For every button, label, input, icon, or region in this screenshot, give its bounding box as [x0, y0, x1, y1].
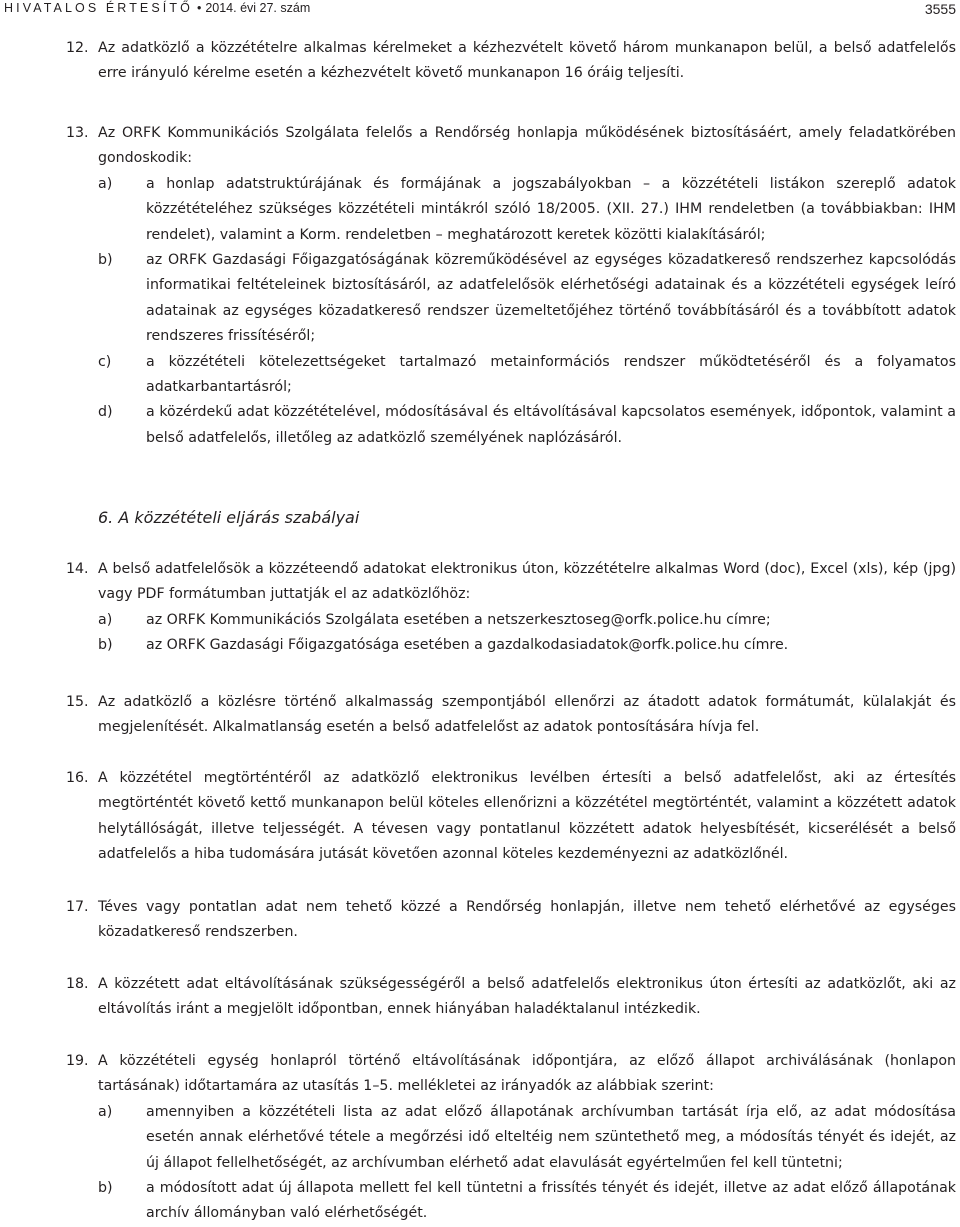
item-letter: b): [98, 1180, 113, 1197]
paragraph-text: Az ORFK Kommunikációs Szolgálata felelős a Rendőrség honlapja működésének biztosításáért, amely feladatkörében gondoskodik:: [98, 125, 956, 167]
item-letter: c): [98, 353, 112, 370]
section-title: 6. A közzétételi eljárás szabályai: [98, 508, 360, 527]
item-letter: a): [98, 611, 113, 628]
list-item: [98, 350, 956, 401]
item-letter: d): [98, 404, 113, 421]
paragraph-19: [66, 1049, 956, 1227]
paragraph-12: [66, 36, 956, 87]
item-text: a közérdekű adat közzétételével, módosításával és eltávolításával kapcsolatos események, időpontok, valamint a belső adatfelelős, illetőleg az adatközlő személyének naplózásáról.: [146, 404, 956, 446]
paragraph-text: Az adatközlő a közlésre történő alkalmasság szempontjából ellenőrzi az átadott adatok formátumát, külalakját és megjelenítését. Alkalmatlanság esetén a belső adatfelelőst az adatok pontosítására hívja fel.: [98, 694, 956, 736]
item-letter: b): [98, 252, 113, 269]
paragraph-number: 12.: [66, 40, 89, 56]
paragraph-number: 18.: [66, 976, 89, 992]
paragraph-15: [66, 690, 956, 741]
paragraph-number: 16.: [66, 770, 89, 786]
paragraph-number: 17.: [66, 899, 89, 915]
list-item: [98, 1176, 956, 1227]
list-item: [98, 400, 956, 451]
item-text: amennyiben a közzétételi lista az adat előző állapotának archívumban tartását írja elő, az adat módosítása esetén annak elérhetővé tétele a megőrzési idő elteltéig nem szüntethető meg, a módosítás tényét és idejét, az új állapot fellelhetőségét, az archívumban elérhető adat elavulását egyértelműen fel kell tüntetni;: [146, 1103, 956, 1171]
header-bullet: •: [196, 1, 202, 15]
list-item: [98, 248, 956, 350]
paragraph-18: [66, 972, 956, 1023]
list-item: [98, 633, 956, 658]
item-letter: a): [98, 175, 113, 192]
journal-title: HIVATALOS ÉRTESÍTŐ: [4, 1, 193, 15]
paragraph-14: [66, 557, 956, 659]
paragraph-text: A közzétételi egység honlapról történő eltávolításának időpontjára, az előző állapot archiválásának (honlapon tartásának) időtartamára az utasítás 1–5. mellékletei az irányadók az alábbiak szerint:: [98, 1053, 956, 1095]
paragraph-number: 19.: [66, 1053, 89, 1069]
running-header: [0, 0, 960, 22]
item-letter: b): [98, 637, 113, 654]
paragraph-17: [66, 895, 956, 946]
page-number: 3555: [924, 1, 956, 17]
paragraph-13: [66, 121, 956, 451]
list-item: [98, 172, 956, 248]
item-text: az ORFK Kommunikációs Szolgálata esetében a netszerkesztoseg@orfk.police.hu címre;: [146, 611, 771, 628]
paragraph-text: A közzététel megtörténtéről az adatközlő elektronikus levélben értesíti a belső adatfelelőst, aki az értesítés megtörténtét követő kettő munkanapon belül köteles ellenőrizni a közzététel megtörténtét, valamint a közzétett adatok helytállóságát, illetve teljességét. A tévesen vagy pontatlanul közzétett adatok helyesbítését, kicserélését a belső adatfelelős a hiba tudomására jutását követően azonnal köteles kezdeményezni az adatközlőnél.: [98, 770, 956, 863]
paragraph-text: Téves vagy pontatlan adat nem tehető közzé a Rendőrség honlapján, illetve nem tehető elérhetővé az egységes közadatkereső rendszerben.: [98, 899, 956, 941]
item-text: a közzétételi kötelezettségeket tartalmazó metainformációs rendszer működtetéséről és a folyamatos adatkarbantartásról;: [146, 353, 956, 396]
paragraph-number: 14.: [66, 561, 89, 577]
issue-date: 2014. évi 27. szám: [205, 1, 311, 15]
paragraph-number: 13.: [66, 125, 89, 141]
item-text: a módosított adat új állapota mellett fel kell tüntetni a frissítés tényét és idejét, illetve az adat előző állapotának archív állományban való elérhetőségét.: [146, 1180, 956, 1222]
item-letter: a): [98, 1103, 113, 1120]
paragraph-16: [66, 766, 956, 868]
item-text: a honlap adatstruktúrájának és formájának a jogszabályokban – a közzétételi listákon szereplő adatok közzétételéhez szükséges közzétételi mintákról szóló 18/2005. (XII. 27.) IHM rendeletben (a továbbiakban: IHM rendelet), valamint a Korm. rendeletben – meghatározott keretek közötti kialakításáról;: [146, 175, 956, 243]
item-text: az ORFK Gazdasági Főigazgatósága esetében a gazdalkodasiadatok@orfk.police.hu címre.: [146, 637, 789, 654]
paragraph-text: Az adatközlő a közzétételre alkalmas kérelmeket a kézhezvételt követő három munkanapon belül, a belső adatfelelős erre irányuló kérelme esetén a kézhezvételt követő munkanapon 16 óráig teljesíti.: [98, 40, 956, 82]
paragraph-number: 15.: [66, 694, 89, 710]
item-text: az ORFK Gazdasági Főigazgatóságának közreműködésével az egységes közadatkereső rendszerhez kapcsolódás informatikai feltételeinek biztosításáról, az adatfelelősök elérhetőségi adatainak és a közzétételi egységek leíró adatainak az egységes közadatkereső rendszer üzemeltetőjéhez történő továbbításáról és a továbbított adatok rendszeres frissítéséről;: [146, 252, 956, 345]
list-item: [98, 1100, 956, 1176]
journal-header: [4, 1, 310, 15]
paragraph-text: A közzétett adat eltávolításának szükségességéről a belső adatfelelős elektronikus úton értesíti az adatközlőt, aki az eltávolítás iránt a megjelölt időpontban, ennek hiányában haladéktalanul intézkedik.: [98, 976, 956, 1018]
paragraph-text: A belső adatfelelősök a közzéteendő adatokat elektronikus úton, közzétételre alkalmas Word (doc), Excel (xls), kép (jpg) vagy PDF formátumban juttatják el az adatközlőhöz:: [98, 561, 956, 603]
list-item: [98, 608, 956, 633]
